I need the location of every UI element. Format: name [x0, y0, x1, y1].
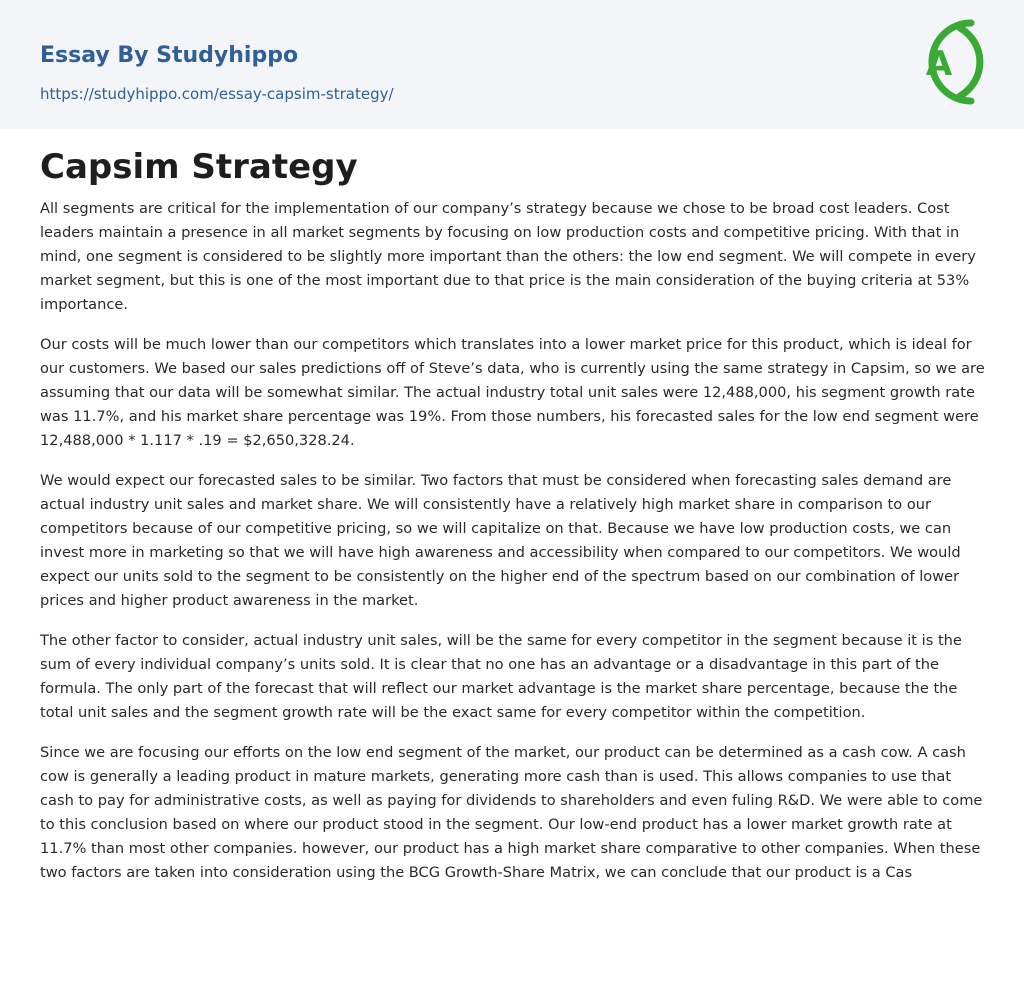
logo-letter: A — [925, 44, 953, 84]
essay-paragraph: All segments are critical for the implementation of our company’s strategy because we chose to be broad cost leaders. Cost leaders maintain a presence in all market segments by focusing on low production costs and competitive pricing. With that in mind, one segment is considered to be slightly more important than the others: the low end segment. We will compete in every market segment, but this is one of the most important due to that price is the main consideration of the buying criteria at 53% importance. — [40, 200, 976, 313]
essay-title: Capsim Strategy — [40, 147, 358, 187]
essay-paragraph: The other factor to consider, actual industry unit sales, will be the same for every competitor in the segment because it is the sum of every individual company’s units sold. It is clear that no one has an advantage or a disadvantage in this part of the formula. The only part of the forecast that will reflect our market advantage is the market share percentage, because the the total unit sales and the segment growth rate will be the exact same for every competitor within the competition. — [40, 632, 962, 721]
studyhippo-logo-icon[interactable] — [910, 18, 988, 106]
essay-paragraph: Since we are focusing our efforts on the low end segment of the market, our product can be determined as a cash cow. A cash cow is generally a leading product in mature markets, generating more cash than is used. This allows companies to use that cash to pay for administrative costs, as well as paying for dividends to shareholders and even fuling R&D. We were able to come to this conclusion based on where our product stood in the segment. Our low-end product has a lower market growth rate at 11.7% than most other companies. however, our product has a high market share comparative to other companies. When these two factors are taken into consideration using the BCG Growth-Share Matrix, we can conclude that our product is a Cas — [40, 744, 983, 881]
essay-paragraph: Our costs will be much lower than our competitors which translates into a lower market price for this product, which is ideal for our customers. We based our sales predictions off of Steve’s data, who is currently using the same strategy in Capsim, so we are assuming that our data will be somewhat similar. The actual industry total unit sales were 12,488,000, his segment growth rate was 11.7%, and his market share percentage was 19%. From those numbers, his forecasted sales for the low end segment were 12,488,000 * 1.117 * .19 = $2,650,328.24. — [40, 336, 985, 449]
essay-content — [40, 143, 985, 901]
site-header — [0, 0, 1024, 129]
essay-url-link[interactable]: https://studyhippo.com/essay-capsim-strategy/ — [40, 85, 394, 103]
site-brand[interactable]: Essay By Studyhippo — [40, 43, 299, 68]
essay-paragraph: We would expect our forecasted sales to be similar. Two factors that must be considered when forecasting sales demand are actual industry unit sales and market share. We will consistently have a relatively high market share in comparison to our competitors because of our competitive pricing, so we will capitalize on that. Because we have low production costs, we can invest more in marketing so that we will have high awareness and accessibility when compared to our competitors. We would expect our units sold to the segment to be consistently on the higher end of the spectrum based on our combination of lower prices and higher product awareness in the market. — [40, 472, 961, 609]
